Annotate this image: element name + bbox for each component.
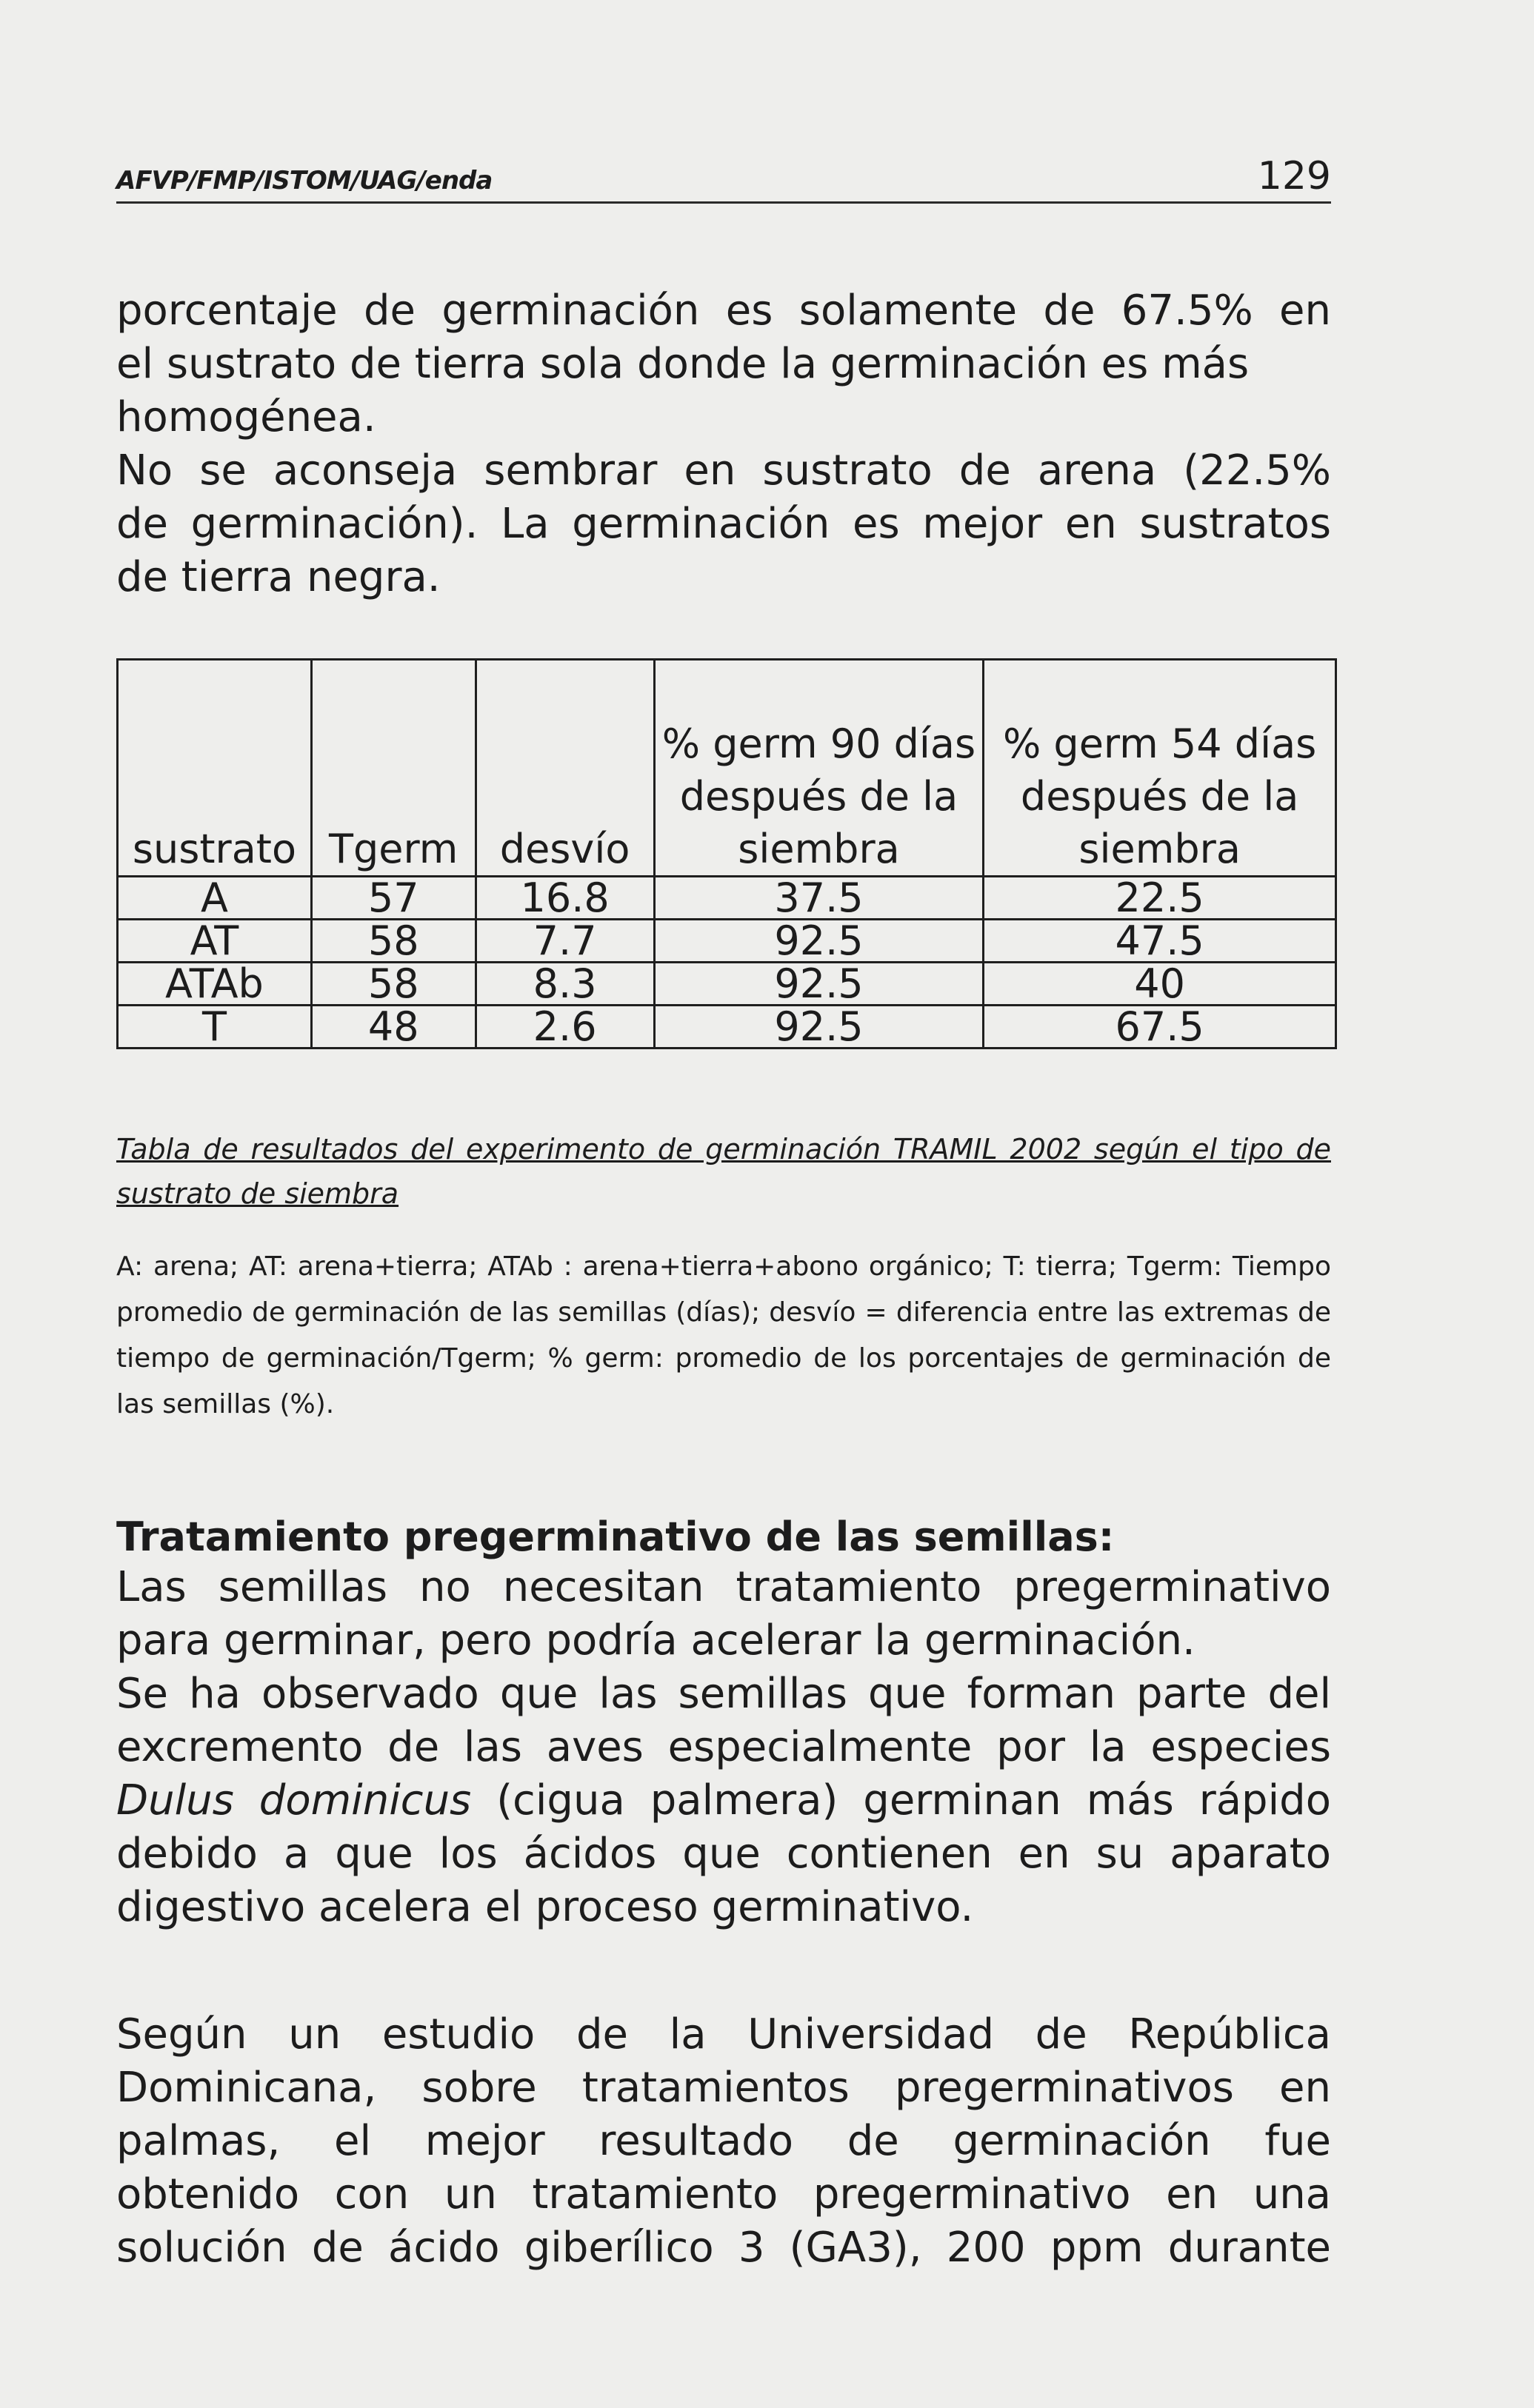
intro-line: No se aconseja sembrar en sustrato de arena (22.5% bbox=[116, 447, 1331, 495]
table-cell: ATAb bbox=[118, 963, 312, 1006]
table-cell: 92.5 bbox=[654, 920, 984, 963]
study-line: obtenido con un tratamiento pregerminativo en una bbox=[116, 2170, 1331, 2218]
intro-line: de tierra negra. bbox=[116, 553, 441, 601]
treatment-line-species bbox=[116, 1774, 1331, 1827]
study-line: solución de ácido giberílico 3 (GA3), 200 ppm durante bbox=[116, 2224, 1331, 2272]
intro-line: homogénea. bbox=[116, 393, 376, 441]
intro-paragraph bbox=[116, 284, 1331, 604]
table-caption: Tabla de resultados del experimento de germinación TRAMIL 2002 según el tipo de sustrato de siembra bbox=[116, 1133, 1331, 1210]
table-cell: 57 bbox=[311, 877, 476, 920]
running-head: AFVP/FMP/ISTOM/UAG/enda bbox=[116, 166, 493, 195]
page-number: 129 bbox=[1257, 154, 1331, 198]
table-cell: 8.3 bbox=[476, 963, 654, 1006]
table-cell: 92.5 bbox=[654, 1006, 984, 1049]
table-header-row bbox=[118, 660, 1336, 877]
table-cell: 7.7 bbox=[476, 920, 654, 963]
table-row bbox=[118, 920, 1336, 963]
table-cell: A bbox=[118, 877, 312, 920]
table-cell: 16.8 bbox=[476, 877, 654, 920]
germination-table bbox=[116, 658, 1337, 1049]
table-legend: A: arena; AT: arena+tierra; ATAb : arena+tierra+abono orgánico; T: tierra; Tgerm: Tiempo promedio de germinación de las semillas (días); desvío = diferencia entre las extremas de tiempo de germinación/Tgerm; % germ: promedio de los porcentajes de germinación de las semillas (%). bbox=[116, 1251, 1331, 1419]
treatment-paragraph bbox=[116, 1561, 1331, 1934]
table-cell: 48 bbox=[311, 1006, 476, 1049]
table-cell: 47.5 bbox=[984, 920, 1336, 963]
intro-line: el sustrato de tierra sola donde la germinación es más bbox=[116, 340, 1250, 388]
study-paragraph bbox=[116, 2008, 1331, 2275]
species-name: Dulus dominicus bbox=[116, 1776, 472, 1825]
intro-line: de germinación). La germinación es mejor en sustratos bbox=[116, 500, 1331, 548]
study-line: palmas, el mejor resultado de germinación fue bbox=[116, 2117, 1331, 2165]
table-row bbox=[118, 963, 1336, 1006]
treatment-line: Las semillas no necesitan tratamiento pregerminativo bbox=[116, 1563, 1331, 1611]
table-cell: 67.5 bbox=[984, 1006, 1336, 1049]
intro-line: porcentaje de germinación es solamente de 67.5% en bbox=[116, 287, 1331, 335]
treatment-line: Se ha observado que las semillas que forman parte del bbox=[116, 1670, 1331, 1718]
treatment-line: debido a que los ácidos que contienen en su aparato bbox=[116, 1830, 1331, 1878]
col-header-desvio: desvío bbox=[476, 660, 654, 877]
table-cell: T bbox=[118, 1006, 312, 1049]
treatment-line: excremento de las aves especialmente por la especies bbox=[116, 1723, 1331, 1771]
col-header-sustrato: sustrato bbox=[118, 660, 312, 877]
table-row bbox=[118, 877, 1336, 920]
treatment-line: digestivo acelera el proceso germinativo. bbox=[116, 1883, 974, 1931]
table-cell: AT bbox=[118, 920, 312, 963]
section-heading: Tratamiento pregerminativo de las semillas: bbox=[116, 1514, 1115, 1560]
treatment-line-rest: (cigua palmera) germinan más rápido bbox=[496, 1776, 1331, 1825]
table-cell: 92.5 bbox=[654, 963, 984, 1006]
table-cell: 2.6 bbox=[476, 1006, 654, 1049]
col-header-tgerm: Tgerm bbox=[311, 660, 476, 877]
col-header-germ-54: % germ 54 días después de la siembra bbox=[984, 660, 1336, 877]
table-cell: 40 bbox=[984, 963, 1336, 1006]
study-line: Según un estudio de la Universidad de República bbox=[116, 2010, 1331, 2058]
page-header bbox=[116, 145, 1331, 204]
table-cell: 37.5 bbox=[654, 877, 984, 920]
table-cell: 22.5 bbox=[984, 877, 1336, 920]
study-line: Dominicana, sobre tratamientos pregerminativos en bbox=[116, 2064, 1331, 2112]
col-header-germ-90: % germ 90 días después de la siembra bbox=[654, 660, 984, 877]
table-row bbox=[118, 1006, 1336, 1049]
table-cell: 58 bbox=[311, 963, 476, 1006]
table-cell: 58 bbox=[311, 920, 476, 963]
treatment-line: para germinar, pero podría acelerar la germinación. bbox=[116, 1616, 1195, 1665]
